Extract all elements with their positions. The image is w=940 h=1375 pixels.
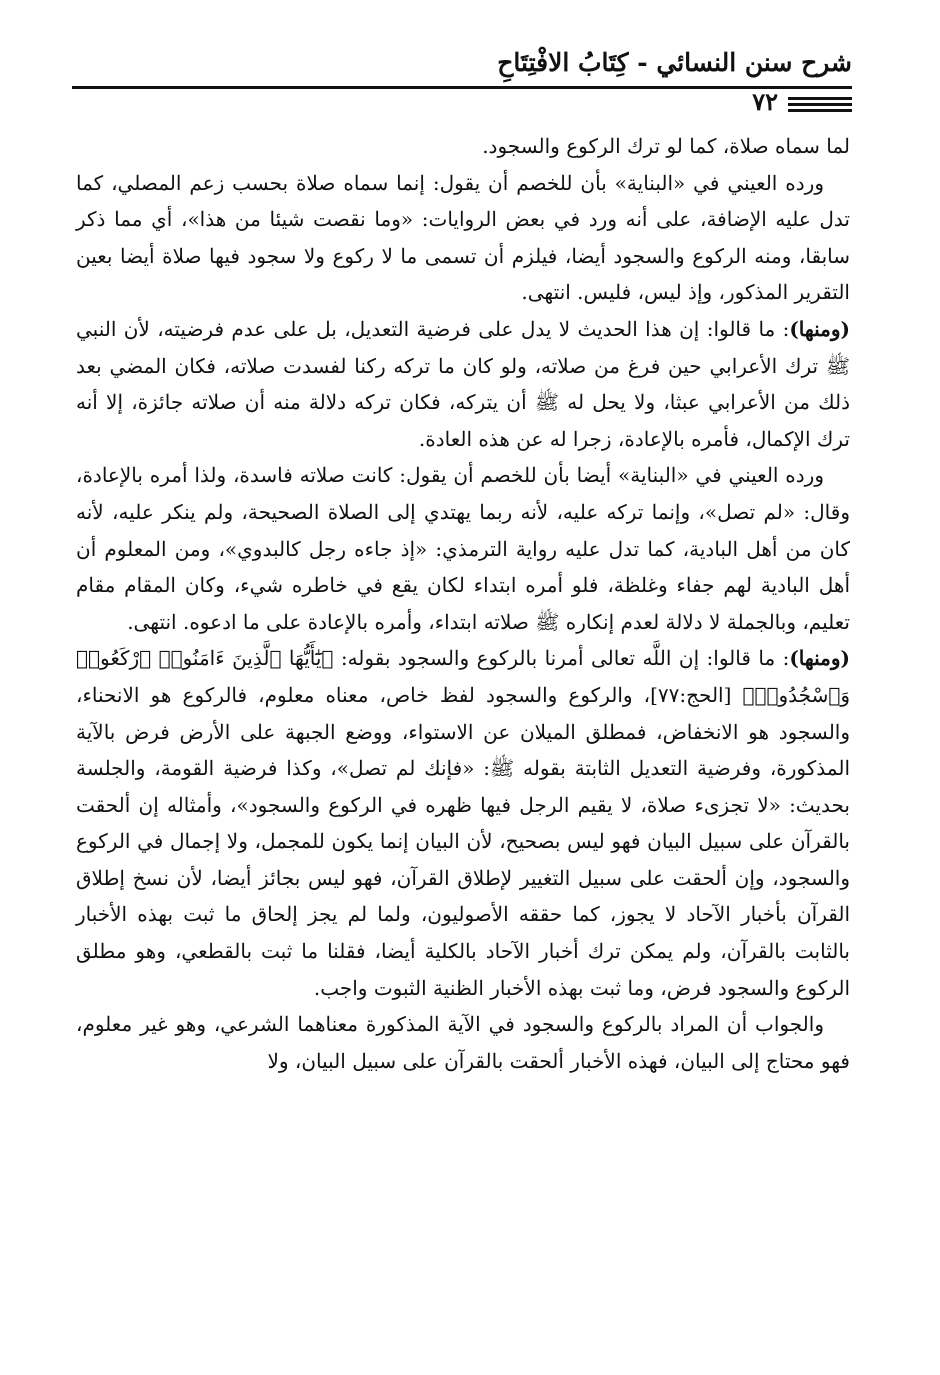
book-title: شرح سنن النسائي - كِتَابُ الافْتِتَاحِ bbox=[497, 48, 852, 77]
paragraph-text: لما سماه صلاة، كما لو ترك الركوع والسجود. bbox=[482, 134, 850, 158]
page-number: ٧٢ bbox=[752, 87, 778, 116]
paragraph-text: : ما قالوا: إن هذا الحديث لا يدل على فرضية التعديل، بل على عدم فرضيته، لأن النبي ﷺ ترك الأعرابي حين فرغ من صلاته، ولو كان ما تركه ركنا لفسدت صلاته، فكان المضي بعد ذلك من الأعرابي عبثا، ولا يحل له ﷺ أن يتركه، فكان تركه دلالة منه أن صلاته جائزة، إلا أنه ترك الإكمال، فأمره بالإعادة، زجرا له عن هذه العادة. bbox=[76, 316, 850, 451]
rule-line bbox=[788, 109, 852, 112]
paragraph-4 bbox=[76, 457, 850, 640]
paragraph-1 bbox=[76, 128, 850, 165]
paragraph-6 bbox=[76, 1006, 850, 1079]
paragraph-text: ورده العيني في «البناية» بأن للخصم أن يقول: إنما سماه صلاة بحسب زعم المصلي، كما تدل عليه الإضافة، على أنه ورد في بعض الروايات: «وما نقصت شيئا من هذا»، أي مما ذكر سابقا، ومنه الركوع والسجود أيضا، فيلزم أن تسمى ما لا ركوع ولا سجود فيها صلاة أيضا بعين التقرير المذكور، وإذ ليس، فليس. انتهى. bbox=[76, 170, 850, 305]
running-header bbox=[72, 48, 852, 88]
header-rule bbox=[72, 86, 852, 89]
paragraph-5 bbox=[76, 640, 850, 1006]
page-number-rules bbox=[788, 97, 852, 115]
page-number-bar bbox=[72, 87, 852, 116]
paragraph-text: : ما قالوا: إن اللَّه تعالى أمرنا بالركوع والسجود بقوله: ﴿يَٰٓأَيُّهَا ٱلَّذِينَ ءَامَنُوا۟ ٱرْكَعُوا۟ وَٱسْجُدُوا۟﴾ [الحج:٧٧]، والركوع والسجود لفظ خاص، معناه معلوم، فالركوع هو الانحناء، والسجود هو الانخفاض، فمطلق الميلان عن الاستواء، ووضع الجبهة على الأرض فرض بالآية المذكورة، وفرضية التعديل الثابتة بقوله ﷺ: «فإنك لم تصل»، وكذا فرضية القومة، والجلسة بحديث: «لا تجزىء صلاة، لا يقيم الرجل فيها ظهره في الركوع والسجود»، وأمثاله إن ألحقت بالقرآن على سبيل البيان فهو ليس بصحيح، لأن البيان إنما يكون للمجمل، ولا إجمال في الركوع والسجود، وإن ألحقت على سبيل التغيير لإطلاق القرآن، فهو ليس بجائز أيضا، لأن نسخ إطلاق القرآن بأخبار الآحاد لا يجوز، كما حققه الأصوليون، ولما لم يجز إلحاق ما ثبت بهذه الأخبار بالثابت بالقرآن، ولم يمكن ترك أخبار الآحاد بالكلية أيضا، فقلنا ما ثبت بالقطعي، وهو مطلق الركوع والسجود فرض، وما ثبت بهذه الأخبار الظنية الثبوت واجب. bbox=[76, 646, 850, 1000]
paragraph-text: والجواب أن المراد بالركوع والسجود في الآية المذكورة معناهما الشرعي، وهو غير معلوم، فهو محتاج إلى البيان، فهذه الأخبار ألحقت بالقرآن على سبيل البيان، ولا bbox=[76, 1012, 850, 1073]
body-text bbox=[76, 128, 850, 1079]
paragraph-2 bbox=[76, 165, 850, 311]
paragraph-lead: (ومنها) bbox=[789, 646, 850, 671]
paragraph-3 bbox=[76, 311, 850, 457]
rule-line bbox=[788, 103, 852, 106]
paragraph-text: ورده العيني في «البناية» أيضا بأن للخصم أن يقول: كانت صلاته فاسدة، ولذا أمره بالإعادة، وقال: «لم تصل»، وإنما تركه عليه، لأنه ربما يهتدي إلى الصلاة الصحيحة، ولم ينكر عليه، لأنه كان من أهل البادية، كما تدل عليه رواية الترمذي: «إذ جاءه رجل كالبدوي»، ومن المعلوم أن أهل البادية لهم جفاء وغلظة، فلو أمره ابتداء لكان يقع في خاطره شيء، وكان المقام مقام تعليم، وبالجملة لا دلالة لعدم إنكاره ﷺ صلاته ابتداء، وأمره بالإعادة على ما ادعوه. انتهى. bbox=[76, 463, 851, 634]
paragraph-lead: (ومنها) bbox=[789, 316, 850, 341]
rule-line bbox=[788, 97, 852, 100]
